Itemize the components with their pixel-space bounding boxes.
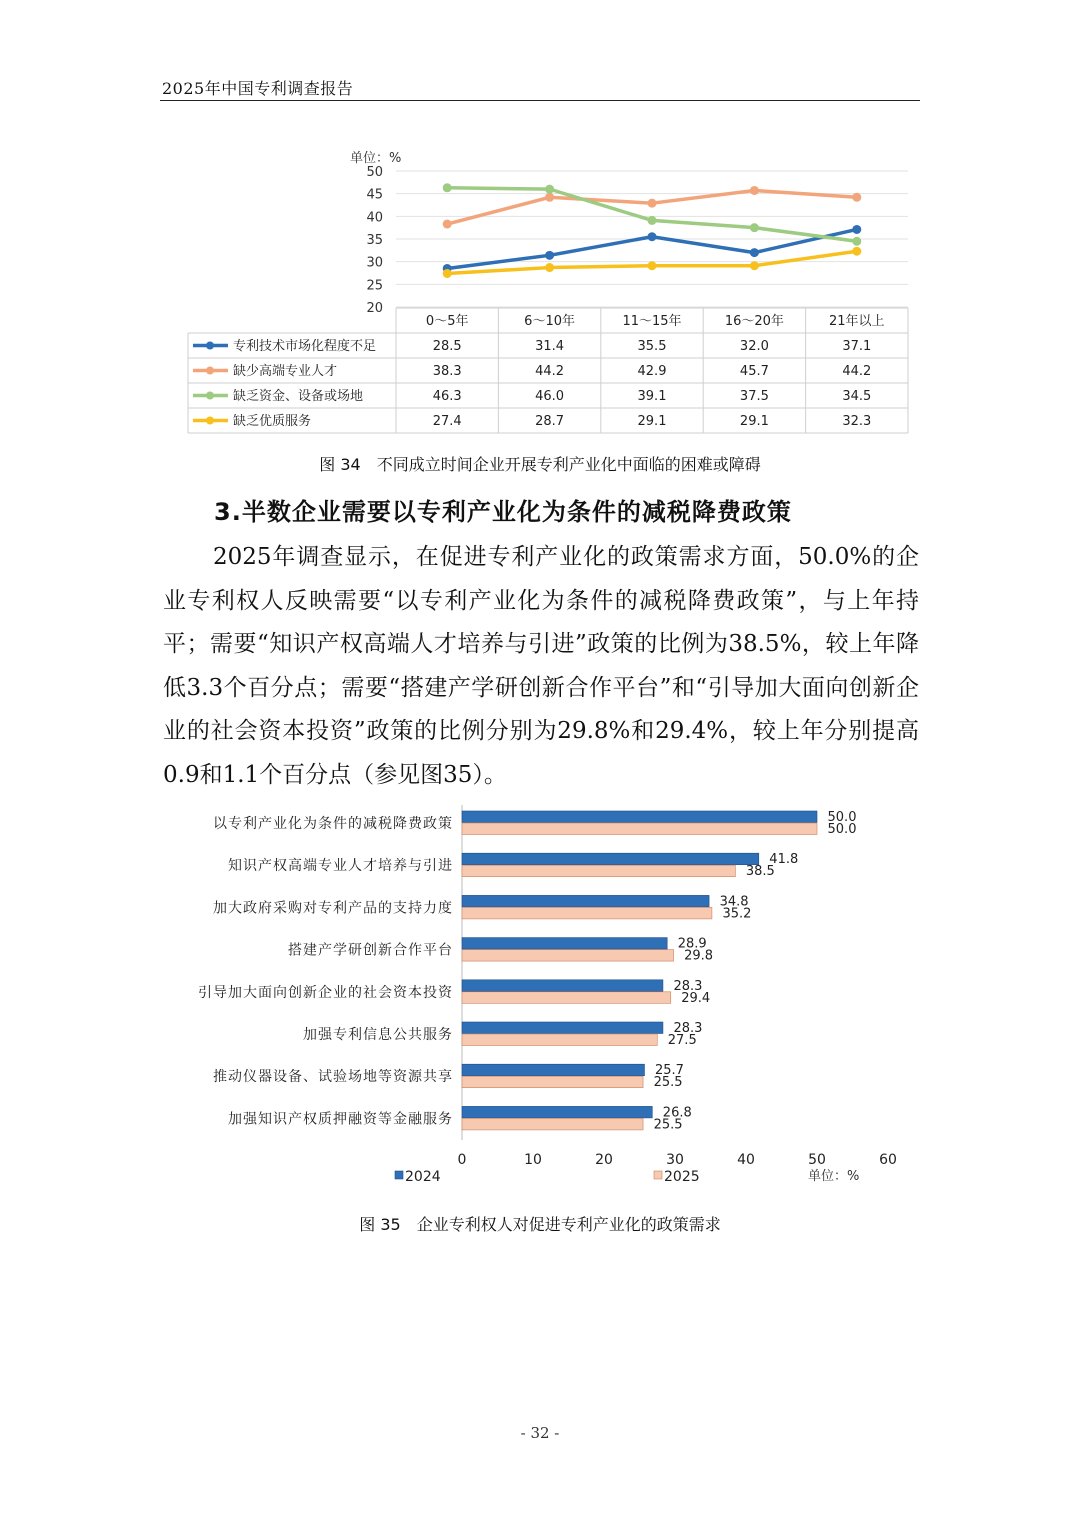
table-value: 29.1 (739, 414, 769, 429)
x-category-label: 16～20年 (724, 314, 784, 329)
table-value: 35.5 (637, 339, 667, 354)
legend-label: 2024 (405, 1169, 441, 1185)
x-category-label: 0～5年 (425, 314, 469, 329)
table-value: 39.1 (637, 389, 667, 404)
table-value: 44.2 (535, 364, 565, 379)
category-label: 加强知识产权质押融资等金融服务 (228, 1111, 453, 1128)
bar-2025 (462, 1034, 657, 1046)
y-tick-label: 40 (366, 210, 383, 226)
bar-2024 (462, 1022, 663, 1034)
bar-2025 (462, 1076, 643, 1088)
bar-2024 (462, 1106, 652, 1118)
bar-2025 (462, 950, 674, 962)
category-label: 以专利产业化为条件的减税降费政策 (213, 816, 453, 832)
section-heading: 3.半数企业需要以专利产业化为条件的减税降费政策 (214, 498, 792, 526)
bar-value-label: 27.5 (667, 1033, 697, 1048)
x-category-label: 6～10年 (524, 314, 576, 329)
bar-2024 (462, 980, 663, 992)
legend-label: 专利技术市场化程度不足 (233, 339, 377, 354)
x-tick-label: 50 (808, 1152, 826, 1168)
y-tick-label: 20 (366, 301, 383, 316)
bar-2024 (462, 1064, 644, 1076)
y-tick-label: 25 (366, 278, 383, 294)
bar-value-label: 28.3 (673, 978, 703, 994)
bar-2025 (462, 1118, 643, 1130)
bar-value-label: 29.4 (681, 990, 711, 1006)
x-category-label: 11～15年 (622, 314, 682, 329)
bar-value-label: 28.3 (673, 1021, 703, 1036)
bar-value-label: 35.2 (722, 906, 752, 922)
table-value: 46.0 (535, 389, 565, 404)
table-value: 29.1 (637, 414, 667, 429)
x-tick-label: 60 (879, 1152, 897, 1168)
table-value: 28.5 (432, 339, 462, 354)
bar-value-label: 25.7 (654, 1063, 684, 1079)
category-label: 搭建产学研创新合作平台 (288, 942, 453, 959)
bar-2025 (462, 865, 735, 877)
unit-label: 单位：% (350, 151, 402, 166)
y-tick-label: 45 (366, 187, 383, 203)
bar-value-label: 38.5 (745, 864, 775, 880)
table-value: 45.7 (739, 364, 769, 379)
bar-2024 (462, 938, 667, 950)
table-value: 37.1 (842, 339, 872, 354)
table-value: 32.3 (842, 414, 872, 429)
unit-label: 单位：% (808, 1169, 860, 1184)
x-tick-label: 10 (524, 1152, 542, 1168)
table-value: 37.5 (739, 389, 769, 404)
x-tick-label: 40 (737, 1152, 755, 1168)
legend-label: 2025 (664, 1169, 700, 1185)
bar-value-label: 25.5 (653, 1075, 683, 1091)
bar-value-label: 50.0 (827, 810, 857, 825)
category-label: 引导加大面向创新企业的社会资本投资 (198, 984, 453, 1001)
category-label: 推动仪器设备、试验场地等资源共享 (213, 1069, 453, 1086)
table-value: 46.3 (432, 389, 462, 404)
x-tick-label: 20 (595, 1152, 613, 1168)
bar-2024 (462, 853, 759, 865)
bar-value-label: 34.8 (719, 894, 749, 910)
bar-value-label: 26.8 (662, 1105, 692, 1121)
bar-2024 (462, 811, 817, 823)
bar-value-label: 41.8 (769, 852, 799, 868)
figure-34-caption: 图 34 不同成立时间企业开展专利产业化中面临的困难或障碍 (319, 455, 761, 474)
table-value: 44.2 (842, 364, 872, 379)
body-paragraph: 2025年调查显示，在促进专利产业化的政策需求方面，50.0%的企业专利权人反映需要“以专利产业化为条件的减税降费政策”，与上年持平；需要“知识产权高端人才培养与引进”政策的比例为38.5%，较上年降低3.3个百分点；需要“搭建产学研创新合作平台”和“引导加大面向创新企业的社会资本投资”政策的比例分别为29.8%和29.4%，较上年分别提高0.9和1.1个百分点（参见图35）。 (163, 544, 919, 788)
x-category-label: 21年以上 (829, 314, 885, 329)
category-label: 加强专利信息公共服务 (303, 1027, 453, 1043)
figure-35-caption: 图 35 企业专利权人对促进专利产业化的政策需求 (359, 1215, 721, 1234)
bar-2025 (462, 823, 817, 835)
category-label: 知识产权高端专业人才培养与引进 (228, 858, 453, 875)
table-value: 34.5 (842, 389, 872, 404)
legend-label: 缺乏资金、设备或场地 (233, 389, 364, 404)
bar-value-label: 28.9 (677, 936, 707, 952)
bar-value-label: 50.0 (827, 822, 857, 837)
legend-label: 缺乏优质服务 (233, 414, 312, 429)
table-value: 28.7 (535, 414, 565, 429)
y-tick-label: 35 (366, 233, 383, 248)
bar-2025 (462, 992, 671, 1004)
x-tick-label: 0 (457, 1152, 467, 1168)
y-tick-label: 50 (366, 165, 383, 180)
legend-swatch (654, 1171, 662, 1179)
table-value: 42.9 (637, 364, 667, 379)
table-value: 32.0 (739, 339, 769, 354)
bar-2024 (462, 895, 709, 907)
table-value: 31.4 (535, 339, 565, 354)
bar-value-label: 29.8 (684, 948, 714, 964)
y-tick-label: 30 (366, 255, 383, 271)
page-number: - 32 - (520, 1424, 560, 1442)
running-header: 2025年中国专利调查报告 (162, 79, 354, 98)
bar-2025 (462, 907, 712, 919)
x-tick-label: 30 (666, 1152, 684, 1168)
legend-swatch (395, 1171, 403, 1179)
table-value: 38.3 (432, 364, 462, 379)
legend-label: 缺少高端专业人才 (233, 364, 338, 379)
category-label: 加大政府采购对专利产品的支持力度 (213, 900, 453, 917)
table-value: 27.4 (432, 414, 462, 429)
bar-value-label: 25.5 (653, 1117, 683, 1133)
